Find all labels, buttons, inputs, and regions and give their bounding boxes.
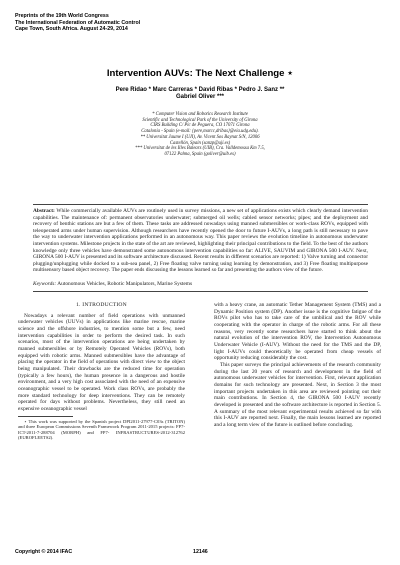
header-line-1: Preprints of the 19th World Congress (15, 13, 109, 19)
intro-paragraph-2: This paper surveys the principal achievements of the research community during the last 20 years of research and development in the field of autonomous underwater vehicles for intervention. First, relevant application domains for such technology are presented. Next, in Section 3 the most important projects undertaken in this area are reviewed pointing out their main contributions. In Section 4, the GIRONA 500 I-AUV recently developed is presented and the software architecture is reported in Section 5. A summary of the most relevant experimental results achieved so far with this I-AUV are reported next. Finally, the main lessons learned are reported and a long term view of the future is outlined before concluding. (214, 361, 381, 428)
page-number: 12146 (193, 549, 208, 555)
intro-paragraph-continued: with a heavy crane, an automatic Tether Management System (TMS) and a Dynamic Position system (DP). Another issue is the cognitive fatigue of the ROVs pilot who has to take care of the umbilical and the ROV while cooperating with the operator in charge of the robotic arms. For all these reasons, very recently some researchers have started to think about the natural evolution of the intervention ROV, the Intervention Autonomous Underwater Vehicle (I-AUV). Without the need for the TMS and the DP, light I-AUVs could theoretically be operated from cheap vessels of opportunity reducing considerably the cost. (214, 302, 381, 362)
funding-footnote: ⋆ This work was supported by the Spanish project DPI2011-27977-C03s (TRITON) and three European Commissions Seventh Framework Program 2011-2015 projects: FP7-ICT-2011-7-288704 (MORPH) and FP7- INFRASTRUCTURES-2012-312762 (EUROFLEETS2). (18, 418, 185, 441)
affiliation-line: Castellón, Spain (sanzp@uji.es) (169, 140, 231, 146)
conference-header (15, 13, 140, 33)
keywords-label: Keywords: (33, 280, 57, 287)
keywords (33, 281, 368, 288)
abstract-block (33, 204, 368, 292)
copyright: Copyright © 2014 IFAC (15, 549, 73, 555)
footnote-rule (18, 416, 73, 417)
affiliation-line: CIRS Building C/ Pic de Peguera, CO 17071 Girona (150, 123, 250, 129)
top-rule (33, 204, 368, 205)
affiliation-line: Catalonia - Spain (e-mail: {pere,marcc,dribas}@eia.udg.edu). (141, 129, 259, 135)
intro-paragraph-1: Nowadays a relevant number of field operations with unmanned underwater vehicles (UUVs) in applications like marine rescue, marine science and the offshore industries, to mention some but a few, need intervention capabilities in order to perform the desired task. In such scenarios, most of the intervention operations are being undertaken by manned submersibles or by Remotely Operated Vehicles (ROVs), both equipped with robotic arms. Manned submersibles have the advantage of placing the operator in the field of operations with direct view to the object being manipulated. Their drawbacks are the reduced time for operation (typically a few hours), the human presence in a dangerous and hostile environment, and a very high cost associated with the need of an expensive oceanographic vessel to be operated. Work class ROVs, are probably the more standard technology for deep interventions. They can be remotely operated for days without problems. Nevertheless, they still need an expensive oceanographic vessel (18, 312, 185, 412)
paper-title: Intervention AUVs: The Next Challenge ⋆ (106, 68, 294, 79)
affiliation-line: ** Universitat Jaume I (UJI), Av. Vicent Sos Baynat S/N, 12006 (140, 134, 260, 140)
author-list (0, 87, 400, 101)
affiliation-line: *** Universitat de les Illes Balears (UIB), Cra. Valldemossa Km 7.5, (135, 146, 265, 152)
left-column (18, 302, 185, 441)
affiliation-line: 07122 Palma, Spain (goliver@uib.es) (164, 151, 236, 157)
keywords-text: Autonomous Vehicles, Robotic Manipulators, Marine Systems (57, 280, 193, 287)
abstract-label: Abstract: (33, 208, 55, 214)
header-line-3: Cape Town, South Africa. August 24-29, 2014 (15, 26, 128, 33)
affiliations (40, 112, 360, 158)
authors-line-2: Gabriel Oliver *** (175, 94, 225, 100)
affiliation-line: Scientific and Technological Park of the University of Girona (142, 117, 258, 123)
affiliation-line: * Computer Vision and Robotics Research Institute (152, 112, 248, 117)
header-line-2: The International Federation of Automatic Control (15, 19, 141, 26)
bottom-rule (33, 291, 368, 292)
section-heading: 1. INTRODUCTION (76, 302, 127, 308)
abstract-text: While commercially available AUVs are routinely used in survey missions, a new set of applications exists which clearly demand intervention capabilities. The maintenance of: permanent observatories underwater; submerged oil wells; cabled sensor networks; pipes; and the deployment and recovery of benthic stations are but a few of them. These tasks are addressed nowadays using manned submersibles or work-class ROVs, equipped with teleoperated arms under human supervision. Although researchers have recently opened the door to future I-AUVs, a long path is still necessary to pave the way to underwater intervention applications performed in an autonomous way. This paper reviews the evolution timeline in autonomous underwater intervention systems. Milestone projects in the state of the art are reviewed, highlighting their principal contributions to the field. To the best of the authors knowledge only three vehicles have demonstrated some autonomous intervention capabilities so far: ALIVE, SAUVIM and GIRONA 500 I-AUV. Next, GIRONA 500 I-AUV is presented and its software architecture discussed. Recent results in different scenarios are reported: 1) Valve turning and connector plugging/unplugging while docked to a sub-sea panel, 2) Free floating valve turning using learning by demonstration, and 3) Free floating multipurpose multisensory based object recovery. The paper ends discussing the lessons learned so far and presenting the authors view of the future. (33, 208, 368, 274)
abstract (33, 208, 368, 274)
authors-line-1: Pere Ridao * Marc Carreras * David Ribas * Pedro J. Sanz ** (115, 87, 285, 93)
right-column (214, 302, 381, 428)
